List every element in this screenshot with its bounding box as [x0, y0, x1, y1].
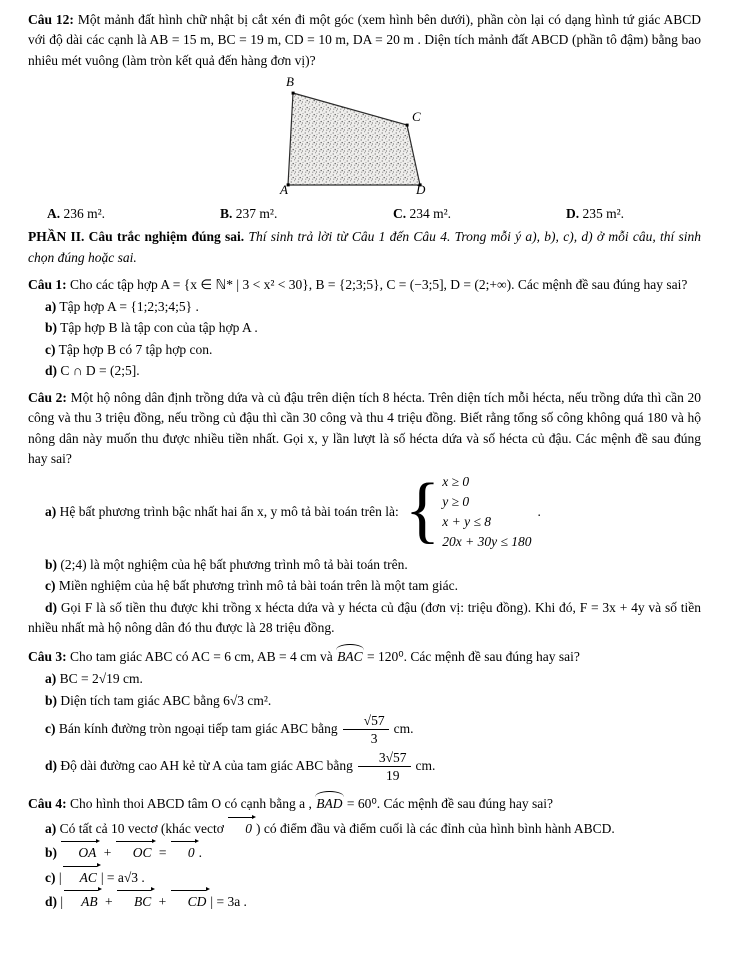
statement-2c [28, 576, 701, 596]
statement-2d [28, 598, 701, 639]
question-1-paragraph [28, 275, 701, 295]
statement-3b-label: b) [45, 692, 58, 708]
vertex-marker-b [291, 91, 294, 94]
fraction-numerator: √57 [343, 713, 389, 731]
statement-2d-label: d) [45, 599, 58, 615]
option-a [47, 204, 220, 224]
question-3-label: Câu 3: [28, 649, 67, 664]
vector-cd: CD [170, 891, 211, 912]
statement-3b [28, 691, 701, 711]
angle-bad-widehat: BAD [315, 794, 343, 814]
system-line-4: 20x + 30y ≤ 180 [442, 534, 532, 549]
land-plot-figure [28, 75, 701, 201]
question-3-paragraph [28, 645, 701, 667]
statement-3a [28, 669, 701, 689]
statement-4a-text-pre: Có tất cả 10 vectơ (khác vectơ [59, 821, 228, 837]
option-a-letter: A. [47, 206, 61, 221]
option-c-text: 234 m². [409, 206, 452, 221]
system-left-brace: { [404, 469, 441, 551]
statement-1b-text: Tập hợp B là tập con của tập hợp A . [60, 320, 258, 336]
option-b-text: 237 m². [235, 206, 278, 221]
statement-3d-text: Độ dài đường cao AH kẻ từ A của tam giác ABC bằng [60, 757, 353, 773]
statement-2b-text: (2;4) là một nghiệm của hệ bất phương trình mô tả bài toán trên. [60, 557, 408, 572]
statement-2c-text: Miền nghiệm của hệ bất phương trình mô tả bài toán trên là một tam giác. [58, 578, 458, 594]
statement-3a-label: a) [45, 671, 57, 687]
statement-1b [28, 318, 701, 338]
question-4-paragraph [28, 792, 701, 814]
inequality-system [404, 469, 532, 552]
statement-1d [28, 361, 701, 381]
statement-2c-label: c) [45, 578, 56, 594]
equals-sign: = [155, 845, 170, 861]
fraction-denominator: 19 [385, 768, 400, 784]
statement-1c-text: Tập hợp B có 7 tập hợp con. [58, 341, 213, 357]
fraction-3sqrt57-over-19 [358, 750, 411, 784]
system-line-2: y ≥ 0 [442, 494, 470, 509]
statement-1c-label: c) [45, 341, 56, 357]
fraction-numerator: 3√57 [358, 750, 411, 768]
question-2-label: Câu 2: [28, 390, 67, 405]
statement-4d-text: | = 3a . [210, 893, 247, 909]
statement-3c [28, 712, 701, 748]
statement-3a-text: BC = 2√19 cm. [59, 671, 143, 687]
statement-2a-lead [45, 502, 399, 522]
vector-oa: OA [60, 842, 100, 863]
statement-1a-text: Tập hợp A = {1;2;3;4;5} . [59, 299, 199, 314]
statement-1b-label: b) [45, 320, 58, 336]
statement-4c-text: | = a√3 . [100, 869, 145, 885]
option-a-text: 236 m². [63, 206, 106, 221]
question-2-text: Một hộ nông dân định trồng dứa và củ đậu trên diện tích 8 hécta. Trên diện tích mỗi hécta, nếu trồng dứa thì cần 20 công và thu 3 triệu đồng, nếu trồng củ đậu thì cần 30 công và thu 4 triệu đồng. Biết rằng tổng số công không quá 180 và hộ nông dân này muốn thu được nhiều tiền nhất. Gọi x, y lần lượt là số hécta dứa và số hécta củ đậu. Các mệnh đề sau đúng hay sai? [28, 390, 701, 466]
part-2-header [28, 227, 701, 268]
question-1-label: Câu 1: [28, 276, 67, 292]
plus-sign: + [100, 845, 115, 861]
vertex-label-a: A [279, 181, 288, 195]
system-line-3: x + y ≤ 8 [442, 514, 492, 529]
question-1-text: Cho các tập hợp A = {x ∈ ℕ* | 3 < x² < 30}, B = {2;3;5}, C = (−3;5], D = (2;+∞). Các mệnh đề sau đúng hay sai? [70, 276, 688, 292]
statement-4d [28, 889, 701, 912]
statement-3c-label: c) [45, 720, 56, 736]
vertex-label-d: D [415, 181, 425, 195]
vector-bc: BC [116, 891, 155, 912]
statement-2b [28, 555, 701, 575]
zero-vector: 0 [170, 842, 199, 863]
statement-4c-label: c) [45, 869, 56, 885]
statement-4b [28, 840, 701, 863]
option-b-letter: B. [220, 206, 233, 221]
part-2-title: PHẦN II. Câu trắc nghiệm đúng sai. [28, 229, 245, 245]
statement-2d-text: Gọi F là số tiền thu được khi trồng x hécta dứa và y hécta củ đậu (đơn vị: triệu đồng). Khi đó, F = 3x + 4y và số tiền nhiều nhất mà hộ nông dân đó thu được là 28 triệu đồng. [28, 599, 701, 635]
option-d [566, 204, 624, 224]
quadrilateral-abcd [288, 93, 420, 185]
plus-sign: + [101, 893, 116, 909]
vector-ac: AC [62, 867, 101, 888]
statement-1c [28, 340, 701, 360]
option-d-text: 235 m². [582, 206, 625, 221]
statement-1a-label: a) [45, 299, 57, 314]
statement-4b-label: b) [45, 845, 58, 861]
vector-oc: OC [115, 842, 156, 863]
statement-4a-text-post: ) có điểm đầu và điểm cuối là các đỉnh của hình bình hành ABCD. [255, 821, 615, 837]
quadrilateral-diagram [276, 75, 454, 195]
system-lines [442, 472, 531, 552]
angle-bac-widehat: BAC [336, 647, 364, 667]
statement-3c-text: Bán kính đường tròn ngoại tiếp tam giác ABC bằng [58, 720, 338, 736]
statement-4a-label: a) [45, 821, 57, 837]
fraction-denominator: 3 [370, 731, 378, 747]
statement-4c [28, 865, 701, 888]
statement-1d-text: C ∩ D = (2;5]. [60, 362, 140, 378]
answer-options-row [28, 204, 701, 224]
vertex-label-c: C [411, 108, 421, 124]
question-3-text-pre: Cho tam giác ABC có AC = 6 cm, AB = 4 cm và [70, 649, 337, 664]
statement-4d-label: d) [45, 893, 58, 909]
question-4-text-post: = 60⁰. Các mệnh đề sau đúng hay sai? [343, 795, 553, 811]
vector-ab: AB [63, 891, 102, 912]
statement-2a-label: a) [45, 503, 57, 519]
statement-2a-period: . [537, 503, 541, 519]
question-12-paragraph [28, 10, 701, 71]
vertex-marker-c [405, 123, 408, 126]
abs-bar-open: | [60, 893, 64, 909]
abs-bar-open: | [58, 869, 62, 885]
statement-1d-label: d) [45, 362, 58, 378]
option-b [220, 204, 393, 224]
question-2-paragraph [28, 388, 701, 469]
question-12-label: Câu 12: [28, 12, 74, 27]
part-2-instructions: Thí sinh trả lời từ Câu 1 đến Câu 4. Trong mỗi ý a), b), c), d) ở mỗi câu, thí sinh chọn đúng hoặc sai. [28, 229, 702, 265]
statement-3d-unit: cm. [415, 757, 436, 773]
fraction-sqrt57-over-3 [343, 713, 389, 747]
statement-4a [28, 816, 701, 839]
question-4-text-pre: Cho hình thoi ABCD tâm O có cạnh bằng a , [70, 795, 316, 811]
vertex-label-b: B [285, 74, 294, 89]
statement-2b-label: b) [45, 557, 58, 572]
statement-3d [28, 749, 701, 785]
option-c [393, 204, 566, 224]
statement-3c-unit: cm. [393, 720, 414, 736]
zero-vector: 0 [227, 818, 256, 839]
system-line-1: x ≥ 0 [442, 474, 470, 489]
statement-1a [28, 297, 701, 317]
option-c-letter: C. [393, 206, 407, 221]
plus-sign: + [155, 893, 170, 909]
statement-3b-text: Diện tích tam giác ABC bằng 6√3 cm². [60, 692, 272, 708]
statement-2a [28, 469, 701, 552]
statement-4b-period: . [198, 845, 203, 861]
statement-2a-text: Hệ bất phương trình bậc nhất hai ẩn x, y mô tả bài toán trên là: [59, 503, 399, 519]
question-4-label: Câu 4: [28, 795, 67, 811]
question-3-text-post: = 120⁰. Các mệnh đề sau đúng hay sai? [363, 649, 580, 664]
question-12-text: Một mảnh đất hình chữ nhật bị cắt xén đi một góc (xem hình bên dưới), phần còn lại có dạng hình tứ giác ABCD với độ dài các cạnh là AB = 15 m, BC = 19 m, CD = 10 m, DA = 20 m . Diện tích mảnh đất ABCD (phần tô đậm) bằng bao nhiêu mét vuông (làm tròn kết quả đến hàng đơn vị)? [28, 12, 701, 68]
option-d-letter: D. [566, 206, 580, 221]
statement-3d-label: d) [45, 757, 58, 773]
